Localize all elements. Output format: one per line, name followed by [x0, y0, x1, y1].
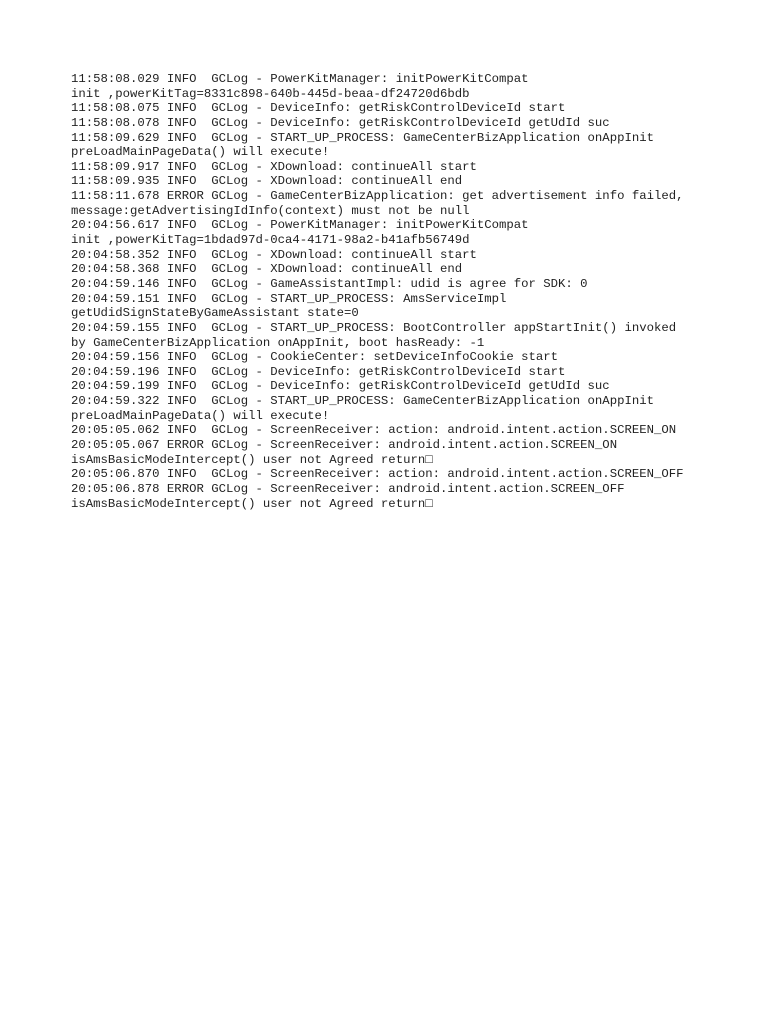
log-line: 11:58:08.078 INFO GCLog - DeviceInfo: getRiskControlDeviceId getUdId suc: [71, 115, 610, 130]
log-line: 20:04:58.368 INFO GCLog - XDownload: continueAll end: [71, 262, 463, 277]
log-text-area: [71, 72, 711, 511]
log-line: 20:04:59.155 INFO GCLog - START_UP_PROCESS: BootController appStartInit() invoked: [71, 320, 677, 335]
log-line: 11:58:09.935 INFO GCLog - XDownload: continueAll end: [71, 174, 463, 189]
log-line: init ,powerKitTag=1bdad97d-0ca4-4171-98a2-b41afb56749d: [71, 233, 470, 248]
log-line: isAmsBasicModeIntercept() user not Agreed return□: [71, 496, 433, 511]
log-line: 20:04:59.196 INFO GCLog - DeviceInfo: getRiskControlDeviceId start: [71, 364, 566, 379]
log-line: preLoadMainPageData() will execute!: [71, 408, 330, 423]
log-line: preLoadMainPageData() will execute!: [71, 145, 330, 160]
log-line: 20:05:05.062 INFO GCLog - ScreenReceiver: action: android.intent.action.SCREEN_ON: [71, 423, 677, 438]
log-line: isAmsBasicModeIntercept() user not Agreed return□: [71, 452, 433, 467]
log-line: 20:04:58.352 INFO GCLog - XDownload: continueAll start: [71, 247, 477, 262]
log-line: 11:58:08.029 INFO GCLog - PowerKitManager: initPowerKitCompat: [71, 72, 529, 86]
log-line: 20:04:56.617 INFO GCLog - PowerKitManager: initPowerKitCompat: [71, 218, 529, 233]
log-line: 20:05:05.067 ERROR GCLog - ScreenReceiver: android.intent.action.SCREEN_ON: [71, 438, 618, 453]
log-line: 20:05:06.878 ERROR GCLog - ScreenReceiver: android.intent.action.SCREEN_OFF: [71, 481, 625, 496]
log-line: 11:58:09.629 INFO GCLog - START_UP_PROCESS: GameCenterBizApplication onAppInit: [71, 130, 654, 145]
log-line: 20:04:59.322 INFO GCLog - START_UP_PROCESS: GameCenterBizApplication onAppInit: [71, 394, 654, 409]
log-line: 11:58:08.075 INFO GCLog - DeviceInfo: getRiskControlDeviceId start: [71, 101, 566, 116]
log-line: by GameCenterBizApplication onAppInit, boot hasReady: -1: [71, 335, 485, 350]
log-line: 11:58:11.678 ERROR GCLog - GameCenterBizApplication: get advertisement info failed,: [71, 189, 684, 204]
log-line: message:getAdvertisingIdInfo(context) must not be null: [71, 203, 470, 218]
log-line: 20:04:59.199 INFO GCLog - DeviceInfo: getRiskControlDeviceId getUdId suc: [71, 379, 610, 394]
log-line: getUdidSignStateByGameAssistant state=0: [71, 306, 359, 321]
log-line: 20:05:06.870 INFO GCLog - ScreenReceiver: action: android.intent.action.SCREEN_OFF: [71, 467, 684, 482]
log-line: 11:58:09.917 INFO GCLog - XDownload: continueAll start: [71, 159, 477, 174]
log-line: 20:04:59.146 INFO GCLog - GameAssistantImpl: udid is agree for SDK: 0: [71, 276, 588, 291]
log-line: 20:04:59.151 INFO GCLog - START_UP_PROCESS: AmsServiceImpl: [71, 291, 507, 306]
log-line: 20:04:59.156 INFO GCLog - CookieCenter: setDeviceInfoCookie start: [71, 350, 559, 365]
log-line: init ,powerKitTag=8331c898-640b-445d-beaa-df24720d6bdb: [71, 86, 470, 101]
